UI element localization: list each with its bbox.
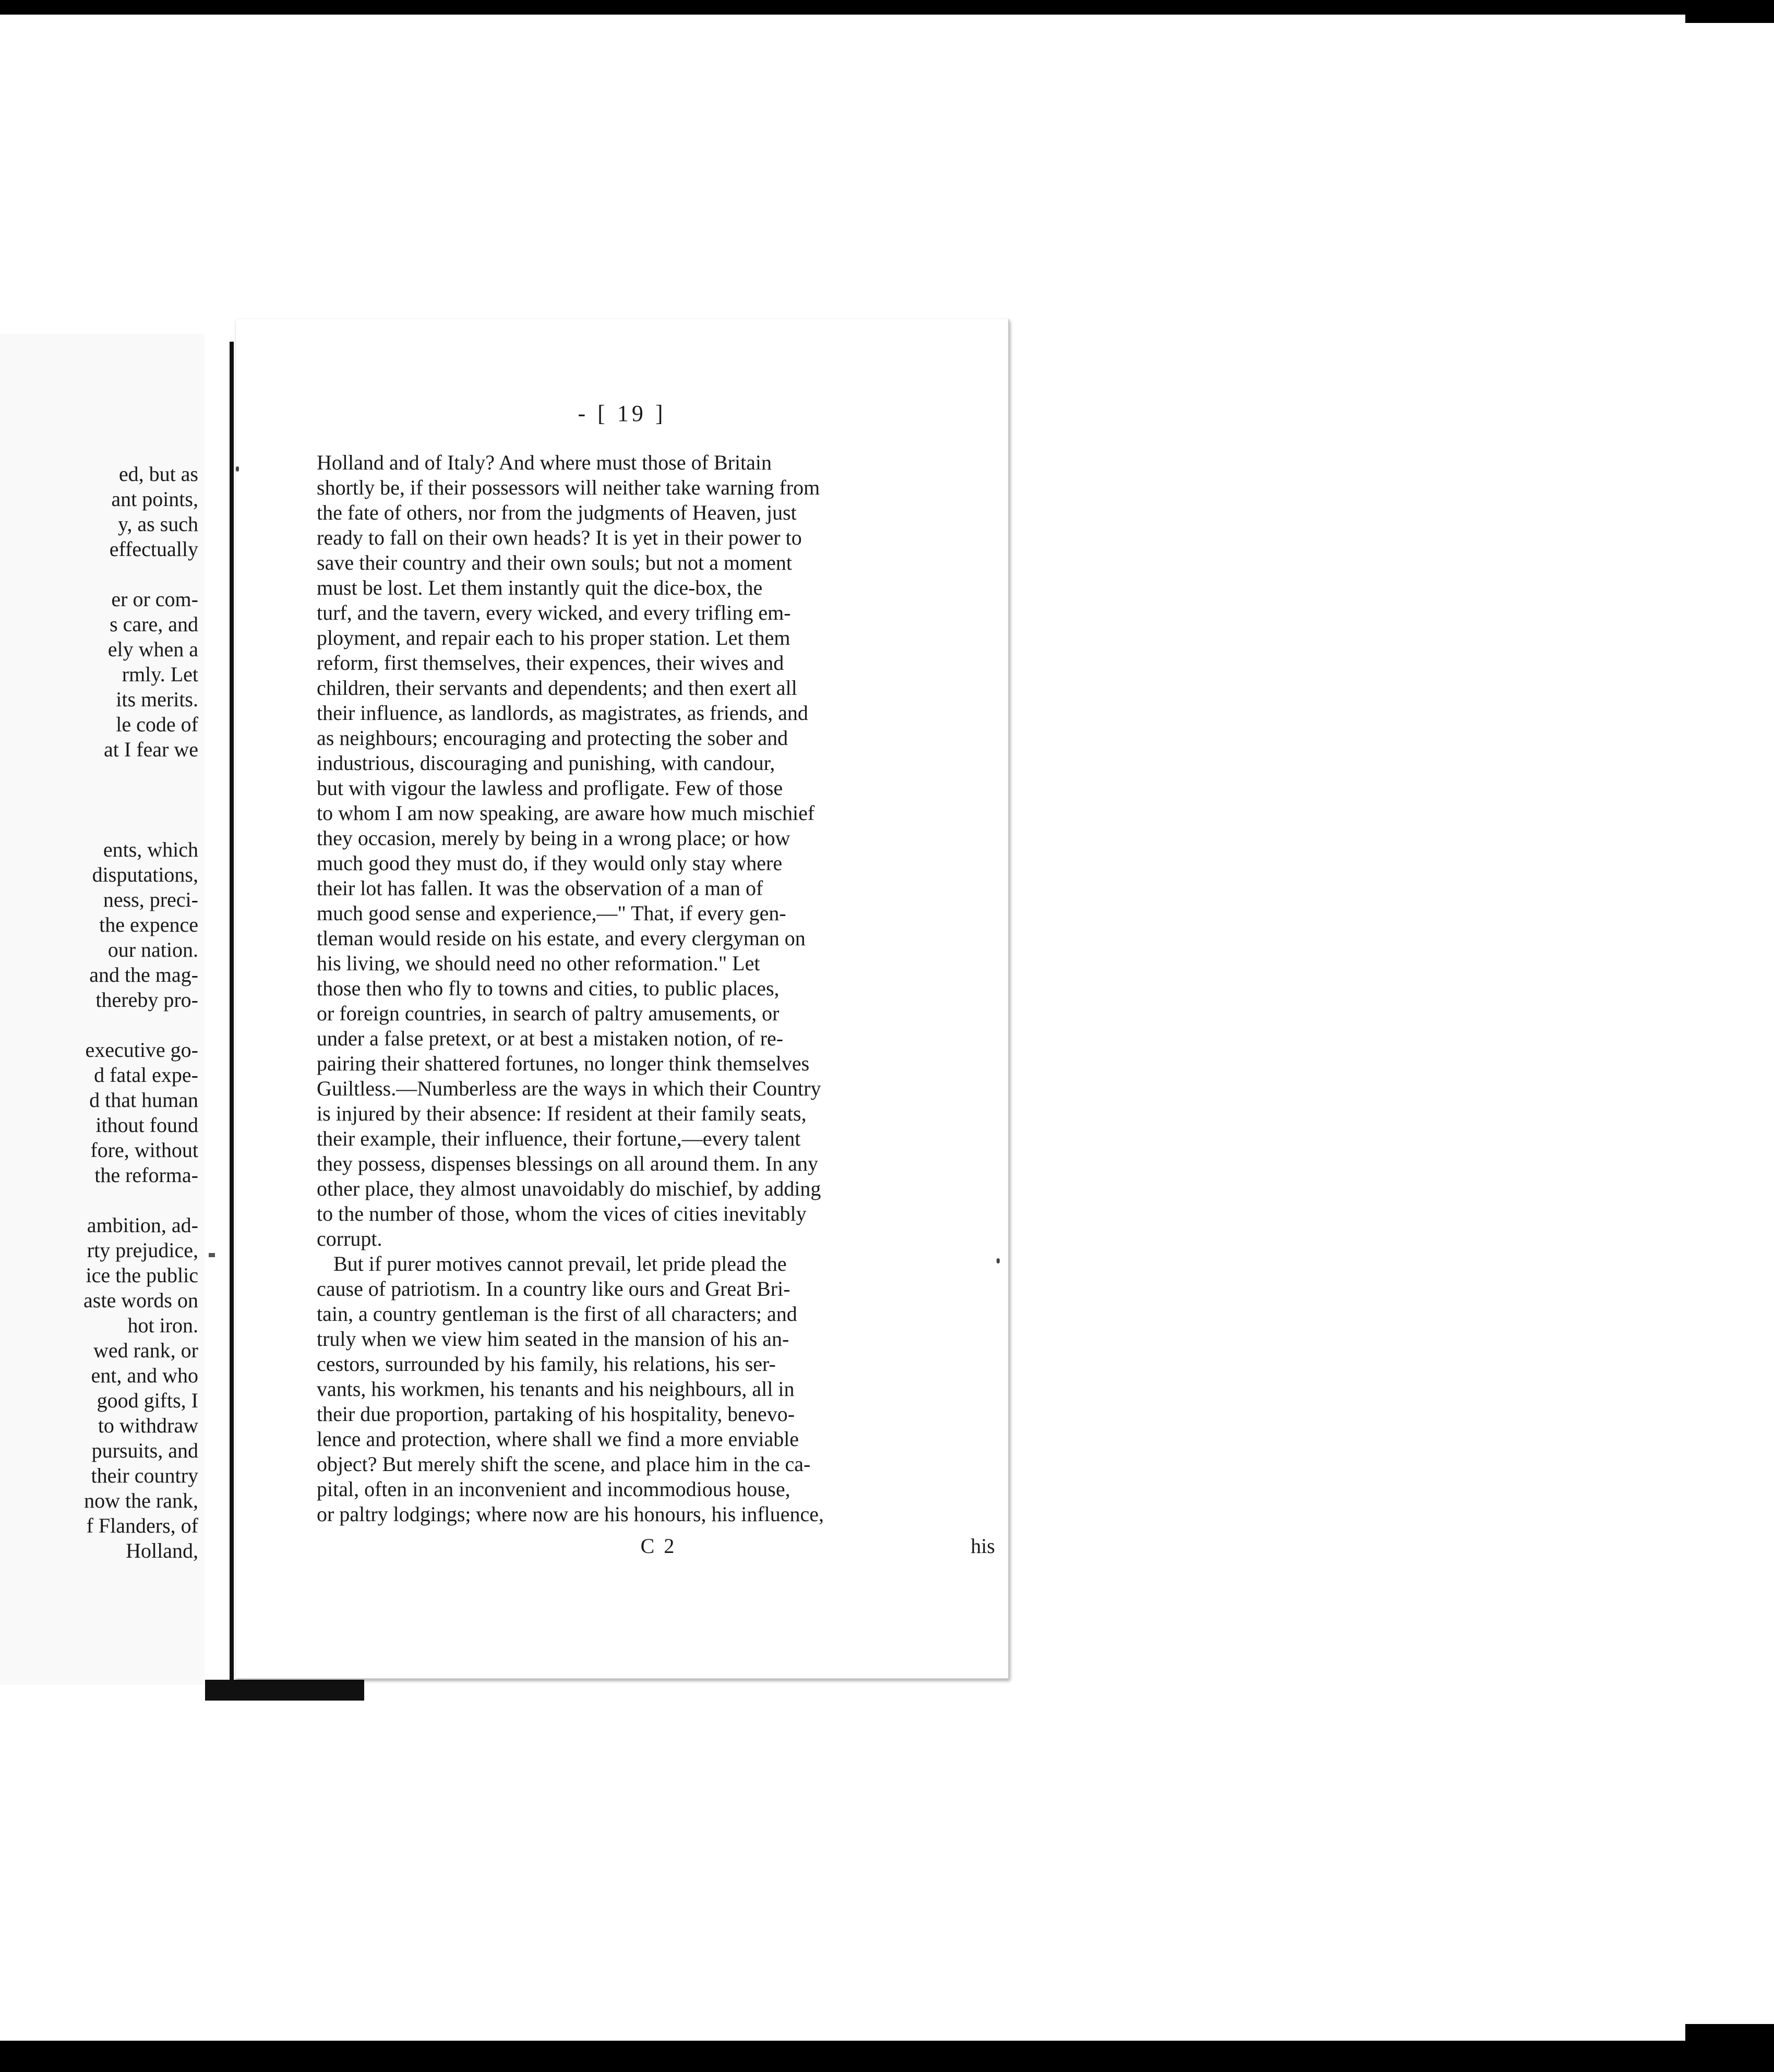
text-line: industrious, discouraging and punishing, with candour, [317, 751, 775, 775]
left-text-line: our nation. [107, 938, 198, 961]
text-line: vants, his workmen, his tenants and his neighbours, all in [317, 1377, 795, 1401]
margin-ink-mark [236, 466, 239, 472]
text-line: lence and protection, where shall we find a more enviable [317, 1427, 799, 1451]
left-text-line: ithout found [95, 1113, 198, 1137]
right-page [236, 319, 1009, 1679]
text-line: his living, we should need no other reformation." Let [317, 951, 760, 975]
left-text-line: hot iron. [127, 1314, 198, 1337]
text-line: cestors, surrounded by his family, his relations, his ser- [317, 1352, 776, 1376]
text-line: save their country and their own souls; but not a moment [317, 551, 792, 574]
left-text-line: ambition, ad- [87, 1213, 198, 1237]
text-line: is injured by their absence: If resident at their family seats, [317, 1102, 807, 1125]
text-line: Guiltless.—Numberless are the ways in which their Country [317, 1077, 821, 1100]
left-text-line: their country [91, 1464, 198, 1487]
left-text-line: Holland, [126, 1539, 198, 1562]
text-line: their influence, as landlords, as magistrates, as friends, and [317, 701, 808, 725]
text-line: turf, and the tavern, every wicked, and every trifling em- [317, 601, 791, 624]
scan-border-top [0, 0, 1774, 15]
text-line: or foreign countries, in search of paltry amusements, or [317, 1002, 780, 1025]
left-text-line: its merits. [116, 688, 198, 711]
left-text-line: le code of [116, 713, 198, 736]
text-line: cause of patriotism. In a country like ours and Great Bri- [317, 1277, 790, 1300]
left-text-line: ents, which [103, 838, 198, 861]
left-text-line: d that human [89, 1088, 198, 1112]
left-text-line: and the mag- [89, 963, 198, 986]
text-line: pital, often in an inconvenient and incommodious house, [317, 1477, 790, 1501]
text-line: their due proportion, partaking of his hospitality, benevo- [317, 1402, 795, 1426]
left-text-line: ely when a [107, 637, 198, 661]
text-line: they occasion, merely by being in a wrong place; or how [317, 826, 790, 850]
left-text-line: ant points, [111, 487, 198, 511]
text-line: truly when we view him seated in the mansion of his an- [317, 1327, 789, 1351]
left-text-line: disputations, [92, 863, 198, 886]
text-line: those then who fly to towns and cities, to public places, [317, 977, 780, 1000]
book-spine-foot [205, 1680, 364, 1701]
body-text [317, 450, 1000, 1527]
left-text-line: good gifts, I [97, 1389, 198, 1412]
left-text-line: the reforma- [94, 1163, 198, 1187]
left-text-line: wed rank, or [93, 1339, 198, 1362]
left-page-fragment [0, 334, 205, 1685]
text-line: reform, first themselves, their expences, their wives and [317, 651, 784, 674]
text-line: to whom I am now speaking, are aware how much mischief [317, 801, 815, 825]
text-line: Holland and of Italy? And where must those of Britain [317, 451, 772, 474]
spine-ink-mark [209, 1253, 215, 1257]
left-text-line: d fatal expe- [94, 1063, 198, 1087]
margin-ink-mark [997, 1258, 1000, 1263]
text-line: but with vigour the lawless and profligate. Few of those [317, 776, 783, 800]
left-text-line: s care, and [110, 612, 198, 636]
page-footer [317, 1534, 1000, 1559]
text-line: children, their servants and dependents; and then exert all [317, 676, 797, 700]
left-text-line: fore, without [90, 1138, 198, 1162]
left-text-line: ness, preci- [103, 888, 198, 911]
text-line: corrupt. [317, 1227, 382, 1250]
left-text-line: ent, and who [91, 1364, 198, 1387]
left-text-line: y, as such [117, 512, 198, 536]
text-line: to the number of those, whom the vices of cities inevitably [317, 1202, 807, 1225]
left-text-line: aste words on [83, 1288, 198, 1312]
left-text-line: thereby pro- [95, 988, 198, 1011]
text-line: much good sense and experience,—" That, if every gen- [317, 901, 786, 925]
left-text-line: ed, but as [118, 462, 198, 486]
text-line: must be lost. Let them instantly quit the dice-box, the [317, 576, 763, 599]
left-text-line: at I fear we [104, 738, 198, 761]
text-line: the fate of others, nor from the judgments of Heaven, just [317, 501, 797, 524]
text-line: their lot has fallen. It was the observation of a man of [317, 876, 763, 900]
text-line: shortly be, if their possessors will neither take warning from [317, 476, 820, 499]
text-line: ployment, and repair each to his proper station. Let them [317, 626, 790, 649]
left-text-line: ice the public [86, 1263, 198, 1287]
scan-border-top-corner [1685, 0, 1774, 23]
text-line: other place, they almost unavoidably do mischief, by adding [317, 1177, 821, 1200]
text-line: But if purer motives cannot prevail, let pride plead the [333, 1252, 787, 1275]
left-text-line: pursuits, and [91, 1439, 198, 1462]
left-text-line: executive go- [85, 1038, 198, 1062]
text-line: tleman would reside on his estate, and every clergyman on [317, 926, 806, 950]
left-text-line: to withdraw [98, 1414, 198, 1437]
scan-border-bottom-corner [1685, 2024, 1774, 2045]
scan-border-bottom [0, 2041, 1774, 2072]
left-text-line: now the rank, [84, 1489, 198, 1512]
page-number-header: - [ 19 ] [578, 401, 666, 426]
text-line: much good they must do, if they would only stay where [317, 851, 783, 875]
catchword: his [970, 1534, 995, 1558]
left-text-line: rmly. Let [122, 662, 198, 686]
text-line: object? But merely shift the scene, and place him in the ca- [317, 1452, 811, 1476]
left-text-line: rty prejudice, [87, 1238, 198, 1262]
text-line: pairing their shattered fortunes, no longer think themselves [317, 1052, 810, 1075]
book-spine-line [230, 342, 234, 1693]
text-line: ready to fall on their own heads? It is yet in their power to [317, 526, 802, 549]
left-text-line: f Flanders, of [86, 1514, 198, 1537]
signature-mark: C 2 [640, 1534, 677, 1558]
text-line: tain, a country gentleman is the first of all characters; and [317, 1302, 797, 1326]
text-line: as neighbours; encouraging and protecting the sober and [317, 726, 788, 750]
text-line: under a false pretext, or at best a mistaken notion, of re- [317, 1027, 784, 1050]
left-text-line: effectually [109, 537, 198, 561]
left-text-line: the expence [99, 913, 198, 936]
text-line: they possess, dispenses blessings on all around them. In any [317, 1152, 818, 1175]
text-line: their example, their influence, their fortune,—every talent [317, 1127, 801, 1150]
text-line: or paltry lodgings; where now are his honours, his influence, [317, 1502, 824, 1526]
left-text-line: er or com- [111, 587, 198, 611]
